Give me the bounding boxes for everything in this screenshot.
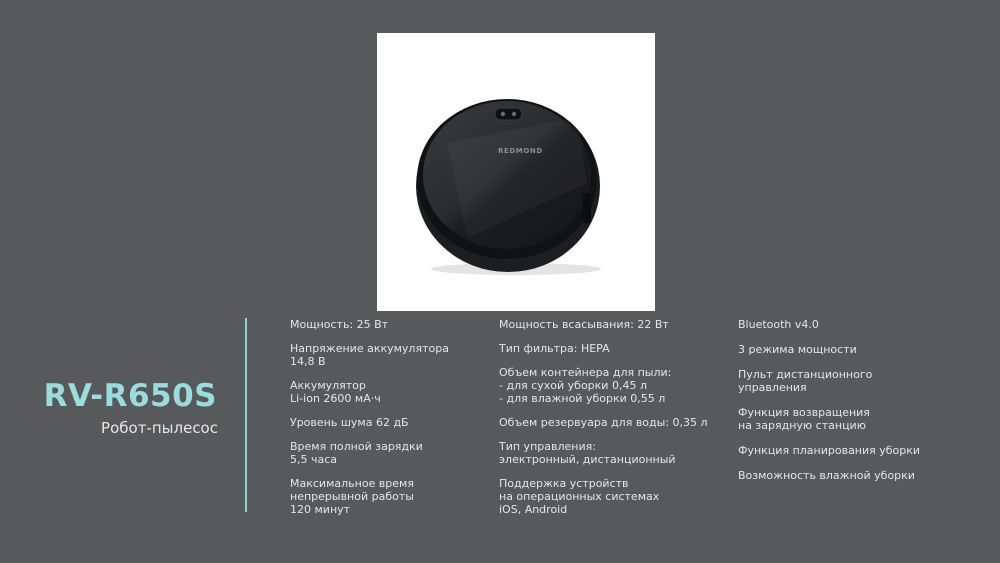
feature-return-to-dock: Функция возвращения на зарядную станцию [738,406,870,432]
product-type-subtitle: Робот-пылесос [101,419,218,437]
spec-charge-time: Время полной зарядки 5,5 часа [290,440,423,466]
feature-remote-control: Пульт дистанционного управления [738,368,873,394]
spec-battery: Аккумулятор Li-ion 2600 мА·ч [290,379,381,405]
spec-dust-container: Объем контейнера для пыли: - для сухой уборки 0,45 л - для влажной уборки 0,55 л [499,366,672,405]
model-title: RV-R650S [43,378,217,414]
feature-wet-cleaning: Возможность влажной уборки [738,469,915,482]
spec-filter-type: Тип фильтра: HEPA [499,342,610,355]
vacuum-side-sensor [583,193,591,223]
spec-suction-power: Мощность всасывания: 22 Вт [499,318,669,331]
vacuum-button-left [501,112,505,116]
spec-os-support: Поддержка устройств на операционных системах iOS, Android [499,477,660,516]
feature-scheduling: Функция планирования уборки [738,444,921,457]
vacuum-button-panel [495,108,522,120]
feature-bluetooth: Bluetooth v4.0 [738,318,819,331]
spec-power: Мощность: 25 Вт [290,318,389,331]
product-photo [377,33,655,311]
spec-water-tank: Объем резервуара для воды: 0,35 л [499,416,708,429]
specs-column-1 [290,318,490,527]
specs-column-2 [499,318,729,527]
vertical-divider [245,318,247,512]
spec-max-runtime: Максимальное время непрерывной работы 120 минут [290,477,414,516]
feature-power-modes: 3 режима мощности [738,343,857,356]
vacuum-button-right [512,112,516,116]
brand-logo-text: REDMOND [498,147,543,155]
spec-battery-voltage: Напряжение аккумулятора 14,8 В [290,342,449,368]
robot-vacuum-illustration [377,33,655,311]
specs-column-3 [738,318,948,494]
spec-control-type: Тип управления: электронный, дистанционный [499,440,676,466]
spec-noise-level: Уровень шума 62 дБ [290,416,409,429]
